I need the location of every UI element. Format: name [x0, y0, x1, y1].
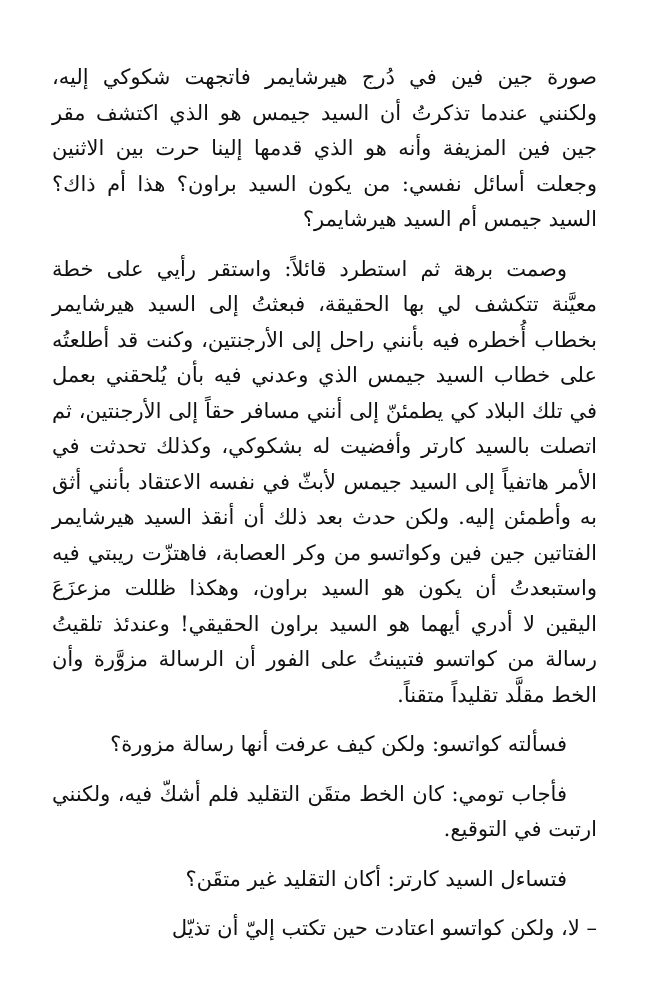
paragraph-3: فسألته كواتسو: ولكن كيف عرفت أنها رسالة مزورة؟ — [110, 732, 567, 756]
paragraph-6: – لا، ولكن كواتسو اعتادت حين تكتب إليّ أن تذيّل — [171, 916, 597, 940]
paragraph-1: صورة جين فين في دُرج هيرشايمر فاتجهت شكوكي إليه، ولكنني عندما تذكرتُ أن السيد جيمس هو الذي اكتشف مقر جين فين المزيفة وأنه هو الذي قدمها إلينا حرت بين الاثنين وجعلت أسائل نفسي: من يكون السيد براون؟ هذا أم ذاك؟ السيد جيمس أم السيد هيرشايمر؟ — [52, 65, 597, 231]
paragraph-4: فأجاب تومي: كان الخط متقَن التقليد فلم أشكّ فيه، ولكنني ارتبت في التوقيع. — [52, 781, 597, 841]
page-text — [52, 60, 597, 961]
paragraph-5: فتساءل السيد كارتر: أكان التقليد غير متقَن؟ — [185, 866, 567, 891]
paragraph-2: وصمت برهة ثم استطرد قائلاً: واستقر رأيي على خطة معيَّنة تتكشف لي بها الحقيقة، فبعثتُ إلى السيد هيرشايمر بخطاب أُخطره فيه بأنني راحل إلى الأرجنتين، وكنت قد أطلعتُه على خطاب السيد جيمس الذي وعدني فيه بأن يُلحقني بعمل في تلك البلاد كي يطمئنّ إلى أنني مسافر حقاً إلى الأرجنتين، ثم اتصلت بالسيد كارتر وأفضيت له بشكوكي، وكذلك تحدثت في الأمر هاتفياً إلى السيد جيمس لأبثّ في نفسه الاعتقاد بأنني أثق به وأطمئن إليه. ولكن حدث بعد ذلك أن أنقذ السيد هيرشايمر الفتاتين جين فين وكواتسو من وكر العصابة، فاهتزّت ريبتي فيه واستبعدتُ أن يكون هو السيد براون، وهكذا ظللت مزعزَعَ اليقين لا أدري أيهما هو السيد براون الحقيقي! وعندئذ تلقيتُ رسالة من كواتسو فتبينتُ على الفور أن الرسالة مزوَّرة وأن الخط مقلَّد تقليداً متقناً. — [52, 256, 597, 707]
